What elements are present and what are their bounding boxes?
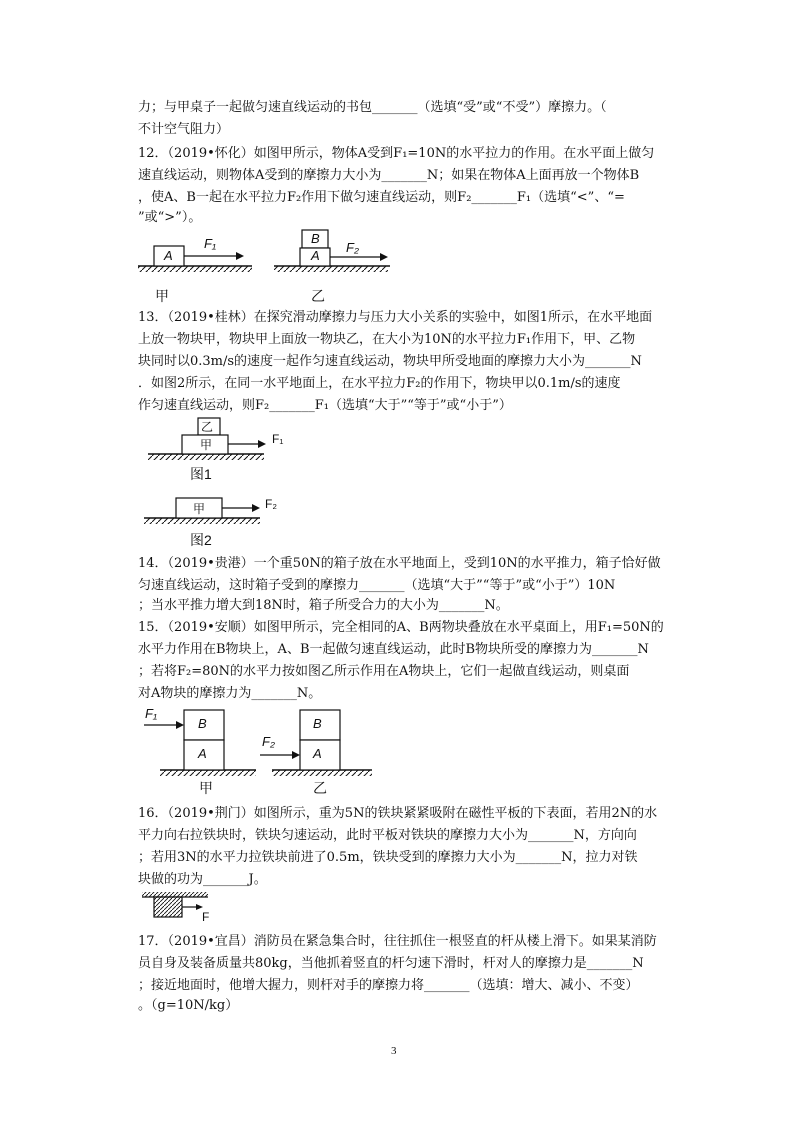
q11-line-1: 力；与甲桌子一起做匀速直线运动的书包_______（选填“受”或“不受”）摩擦力。（ <box>138 100 607 115</box>
q17-line-3: ；接近地面时，他增大握力，则杆对手的摩擦力将_______（选填：增大、减小、不变） <box>138 978 639 993</box>
fig12-block-b: B <box>311 231 320 246</box>
q12-line-3: ，使A、B一起在水平拉力F₂作用下做匀速直线运动，则F₂_______F₁（选填“<”、“= <box>138 190 625 205</box>
figure-q15 <box>140 706 380 790</box>
q15-line-1: 15．（2019•安顺）如图甲所示，完全相同的A、B两物块叠放在水平桌面上，用F₁=50N的 <box>138 620 664 635</box>
q14-line-3: ；当水平推力增大到18N时，箱子所受合力的大小为_______N。 <box>138 598 509 613</box>
fig12-block-a-left: A <box>164 248 173 263</box>
q15-line-3: ；若将F₂=80N的水平力按如图乙所示作用在A物块上，它们一起做直线运动，则桌面 <box>138 664 630 679</box>
fig13-caption-2: 图2 <box>190 532 212 548</box>
q13-line-3: 块同时以0.3m/s的速度一起作匀速直线运动，物块甲所受地面的摩擦力大小为_______N <box>138 354 642 369</box>
q13-line-5: 作匀速直线运动，则F₂_______F₁（选填“大于”“等于”或“小于”） <box>138 398 512 413</box>
q16-line-2: 平力向右拉铁块时，铁块匀速运动，此时平板对铁块的摩擦力大小为_______N，方向向 <box>138 828 637 843</box>
fig15-block-a-right: A <box>313 746 322 761</box>
fig16-force-label: F <box>202 910 210 924</box>
q15-line-2: 水平力作用在B物块上，A、B一起做匀速直线运动，此时B物块所受的摩擦力为_______N <box>138 642 649 657</box>
q16-line-1: 16．（2019•荆门）如图所示，重为5N的铁块紧紧吸附在磁性平板的下表面，若用2N的水 <box>138 806 658 821</box>
q12-line-4: ”或“>”）。 <box>138 210 202 225</box>
fig12-caption-yi: 乙 <box>311 288 325 304</box>
figure-q13 <box>140 414 290 550</box>
fig15-caption-yi: 乙 <box>313 780 327 796</box>
fig13-caption-1: 图1 <box>190 466 212 482</box>
q17-line-4: 。（g=10N/kg） <box>138 998 239 1013</box>
q13-line-1: 13．（2019•桂林）在探究滑动摩擦力与压力大小关系的实验中，如图1所示，在水平地面 <box>138 310 653 325</box>
q12-line-2: 速直线运动，则物体A受到的摩擦力大小为_______N；如果在物体A上面再放一个物体B <box>138 168 640 183</box>
q17-line-1: 17．（2019•宜昌）消防员在紧急集合时，往往抓住一根竖直的杆从楼上滑下。如果某消防 <box>138 934 657 949</box>
fig12-f2-label: F₂ <box>346 240 359 255</box>
q15-line-4: 对A物块的摩擦力为_______N。 <box>138 686 322 701</box>
q12-line-1: 12．（2019•怀化）如图甲所示，物体A受到F₁=10N的水平拉力的作用。在水平面上做匀 <box>138 146 655 161</box>
fig13-f2-label: F₂ <box>265 497 277 511</box>
fig13-block-jia-2: 甲 <box>193 502 206 516</box>
fig15-caption-jia: 甲 <box>199 780 213 796</box>
page-number: 3 <box>391 1045 397 1057</box>
fig15-block-a-left: A <box>198 746 207 761</box>
fig12-f1-label: F₁ <box>204 236 217 251</box>
fig15-f1-label: F₁ <box>145 706 158 721</box>
q11-line-2: 不计空气阻力） <box>138 122 230 137</box>
fig13-block-jia-1: 甲 <box>200 438 213 452</box>
fig13-block-yi: 乙 <box>201 420 214 434</box>
q16-line-3: ；若用3N的水平力拉铁块前进了0.5m，铁块受到的摩擦力大小为_______N，拉力对铁 <box>138 850 638 865</box>
q14-line-2: 匀速直线运动，这时箱子受到的摩擦力_______（选填“大于”“等于”或“小于”）10N <box>138 578 616 593</box>
fig12-caption-jia: 甲 <box>155 288 169 304</box>
q13-line-4: ．如图2所示，在同一水平地面上，在水平拉力F₂的作用下，物块甲以0.1m/s的速度 <box>138 376 621 391</box>
q13-line-2: 上放一物块甲，物块甲上面放一物块乙，在大小为10N的水平拉力F₁作用下，甲、乙物 <box>138 332 636 347</box>
q17-line-2: 员自身及装备质量共80kg，当他抓着竖直的杆匀速下滑时，杆对人的摩擦力是_______N <box>138 956 644 971</box>
fig15-block-b-left: B <box>198 716 207 731</box>
fig15-block-b-right: B <box>313 716 322 731</box>
q14-line-1: 14．（2019•贵港）一个重50N的箱子放在水平地面上，受到10N的水平推力，箱子恰好做 <box>138 556 661 571</box>
q16-line-4: 块做的功为_______J。 <box>138 872 267 887</box>
fig13-f1-label: F₁ <box>272 432 284 446</box>
fig15-f2-label: F₂ <box>262 734 275 749</box>
fig12-block-a-right: A <box>311 248 320 263</box>
